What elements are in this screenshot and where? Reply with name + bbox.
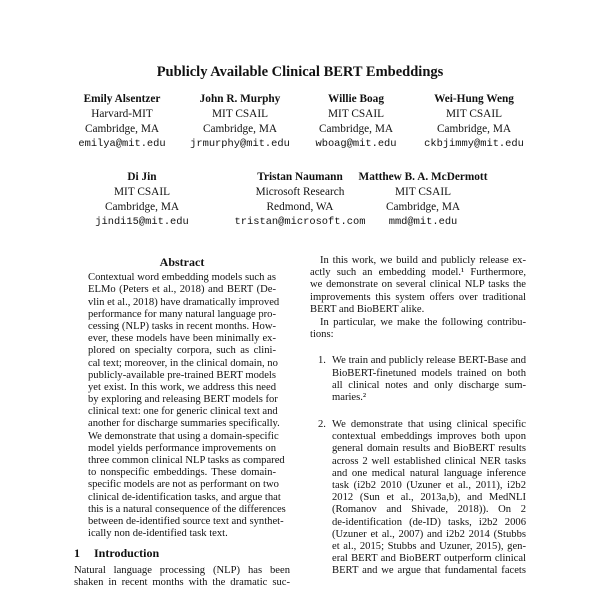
text-line: specific models are not as performant on two xyxy=(88,479,279,491)
text-line: BioBERT-finetuned models trained on both xyxy=(332,367,526,379)
author-location: Cambridge, MA xyxy=(104,201,180,213)
author-location: Cambridge, MA xyxy=(318,123,394,135)
text-line: 2012 (Sun et al., 2013a,b), and MedNLI xyxy=(332,492,526,504)
text-line: by exploring and releasing BERT models for xyxy=(88,394,278,406)
text-line: tions: xyxy=(310,329,334,341)
introduction xyxy=(74,547,290,590)
item-text xyxy=(332,355,526,404)
text-line: improvements this system offers over traditional xyxy=(310,291,526,303)
text-line: Natural language processing (NLP) has been xyxy=(74,565,290,577)
author-location: Redmond, WA xyxy=(266,201,334,213)
text-line: between de-identified source text and synthet- xyxy=(88,515,284,527)
text-line: task (i2b2 2010 (Uzuner et al., 2011), i2b2 xyxy=(332,480,526,491)
text-line: all clinical notes and only discharge sum- xyxy=(332,379,526,391)
text-line: actly such an embedding model.¹ Furthermore, xyxy=(310,267,526,279)
contribution-item-1 xyxy=(310,355,526,404)
author-location: Cambridge, MA xyxy=(436,123,512,135)
text-line: de-identification (de-ID) tasks, i2b2 2006 xyxy=(332,516,526,528)
author-affiliation: MIT CSAIL xyxy=(328,108,384,120)
author-email: jrmurphy@mit.edu xyxy=(190,138,290,150)
author-name: Wei-Hung Weng xyxy=(434,93,514,105)
section-number: 1 xyxy=(74,546,80,560)
text-line: this is a natural consequence of the differences xyxy=(88,503,286,515)
text-line: clinical de-identification tasks, and argue that xyxy=(88,491,281,503)
text-line: vlin et al., 2018) have dramatically improved xyxy=(88,296,280,308)
text-line: In particular, we make the following contribu- xyxy=(320,316,526,328)
text-line: In this work, we build and publicly release ex- xyxy=(320,255,526,266)
text-line: ELMo (Peters et al., 2018) and BERT (De- xyxy=(88,284,276,296)
text-line: eral BERT and BioBERT outperform clinical xyxy=(332,553,526,565)
text-line: BERT and we argue that fundamental facets xyxy=(332,565,526,577)
text-line: to nonspecific embeddings. These domain- xyxy=(88,467,276,479)
text-line: contextual embeddings improves both upon xyxy=(332,431,526,443)
author-name: Di Jin xyxy=(127,171,157,183)
text-line: across 2 well established clinical NER tasks xyxy=(332,455,526,467)
author-location: Cambridge, MA xyxy=(385,201,461,213)
author-name: Emily Alsentzer xyxy=(83,93,161,105)
text-line: performance for many natural language pro- xyxy=(88,308,276,320)
intro-paragraph xyxy=(74,565,290,589)
abstract-heading: Abstract xyxy=(159,255,205,269)
text-line: ically non de-identified task text. xyxy=(88,528,228,540)
text-line: We train and publicly release BERT-Base and xyxy=(332,355,526,367)
author-affiliation: Harvard-MIT xyxy=(91,108,153,120)
author-email: jindi15@mit.edu xyxy=(95,216,189,228)
right-column xyxy=(310,255,526,578)
abstract-body xyxy=(88,272,286,540)
section-heading-introduction xyxy=(74,547,290,559)
text-line: model yields performance improvements on xyxy=(88,442,276,454)
text-line: yet exist. In this work, we address this need xyxy=(88,381,276,393)
item-number: 1. xyxy=(318,355,326,367)
paper-title: Publicly Available Clinical BERT Embeddings xyxy=(156,64,444,80)
author-affiliation: MIT CSAIL xyxy=(212,108,268,120)
author-affiliation: MIT CSAIL xyxy=(446,108,502,120)
text-line: (Romanov and Shivade, 2018)). On 2 xyxy=(332,504,526,516)
text-line: We demonstrate that using clinical specific xyxy=(332,419,526,431)
author-affiliation: Microsoft Research xyxy=(255,186,345,198)
author-affiliation: MIT CSAIL xyxy=(114,186,170,198)
author-name: Willie Boag xyxy=(328,93,384,105)
text-line: general domain results and BioBERT results xyxy=(332,443,526,455)
text-line: shaken in recent months with the dramatic suc- xyxy=(74,577,290,589)
text-line: cessing (NLP) tasks in recent months. How- xyxy=(88,320,276,332)
text-line: We demonstrate that using a domain-specific xyxy=(88,430,279,442)
text-line: BERT and BioBERT alike. xyxy=(310,303,425,315)
author-name: Tristan Naumann xyxy=(257,171,343,183)
author-email: ckbjimmy@mit.edu xyxy=(424,138,524,150)
author-email: tristan@microsoft.com xyxy=(234,216,366,228)
item-number: 2. xyxy=(318,419,326,431)
author-email: emilya@mit.edu xyxy=(78,138,166,150)
text-line: and one medical natural language inference xyxy=(332,467,526,479)
text-line: maries.² xyxy=(332,391,367,403)
author-location: Cambridge, MA xyxy=(202,123,278,135)
text-line: plored on specialty corpora, such as clini- xyxy=(88,345,276,357)
contribution-item-2 xyxy=(310,419,526,577)
section-title: Introduction xyxy=(94,546,160,560)
author-block xyxy=(72,170,212,230)
text-line: et al., 2015; Stubbs and Uzuner, 2015), gen- xyxy=(332,540,526,552)
text-line: Contextual word embedding models such as xyxy=(88,272,276,284)
text-line: publicly-available pre-trained BERT models xyxy=(88,369,276,381)
text-line: (Uzuner et al., 2007) and i2b2 2014 (Stubbs xyxy=(332,528,526,540)
author-location: Cambridge, MA xyxy=(84,123,160,135)
paragraph-1 xyxy=(310,255,526,316)
paragraph-2 xyxy=(310,317,526,341)
author-affiliation: MIT CSAIL xyxy=(395,186,451,198)
text-line: we demonstrate on several clinical NLP tasks the xyxy=(310,279,526,291)
author-name: Matthew B. A. McDermott xyxy=(358,171,488,183)
author-name: John R. Murphy xyxy=(199,93,281,105)
text-line: another for discharge summaries specifically. xyxy=(88,418,280,430)
author-block xyxy=(404,92,544,152)
text-line: cal text; moreover, in the clinical domain, no xyxy=(88,357,278,369)
author-email: wboag@mit.edu xyxy=(315,138,397,150)
abstract xyxy=(88,255,286,540)
author-email: mmd@mit.edu xyxy=(388,216,458,228)
text-line: clinical text: one for generic clinical text and xyxy=(88,406,278,418)
text-line: ever, these models have been minimally ex- xyxy=(88,333,276,345)
text-line: three common clinical NLP tasks as compared xyxy=(88,455,285,467)
item-text xyxy=(332,419,526,577)
author-block xyxy=(338,170,508,230)
